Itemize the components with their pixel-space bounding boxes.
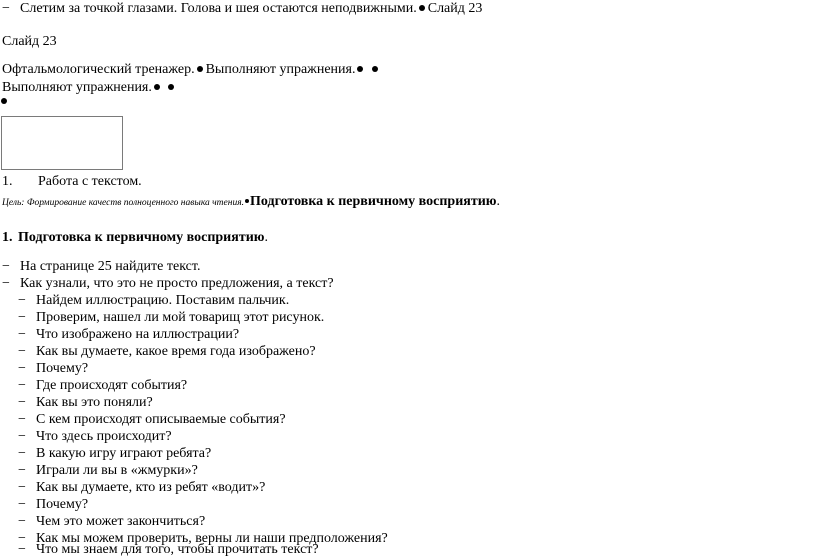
- header-text: Слетим за точкой глазами. Голова и шея остаются неподвижными.: [20, 1, 417, 16]
- list-item: − Как узнали, что это не просто предложения, а текст?: [2, 276, 334, 291]
- trainer-text: Офтальмологический тренажер.: [2, 62, 195, 77]
- bullet-icon: [197, 66, 203, 72]
- list-item: − На странице 25 найдите текст.: [2, 259, 201, 274]
- bullet-icon: [245, 199, 249, 203]
- header-line: [2, 0, 482, 17]
- section-end: .: [264, 230, 268, 245]
- section-heading: [2, 229, 268, 246]
- list-item: − Что здесь происходит?: [18, 429, 172, 444]
- bullet-icon: [372, 66, 378, 72]
- dash-marker: −: [2, 1, 10, 16]
- goal-end: .: [496, 194, 500, 209]
- list-item: − Почему?: [18, 361, 89, 376]
- item-number: 1.: [2, 174, 13, 189]
- list-item: − Что мы знаем для того, чтобы прочитать текст?: [18, 542, 319, 557]
- list-item: − Проверим, нашел ли мой товарищ этот рисунок.: [18, 310, 325, 325]
- trainer-middle: Выполняют упражнения.: [205, 62, 356, 77]
- list-item: − Как вы думаете, кто из ребят «водит»?: [18, 480, 266, 495]
- bullet-icon: [168, 84, 174, 90]
- list-item: − Найдем иллюстрацию. Поставим пальчик.: [18, 293, 290, 308]
- numbered-item-1: [2, 173, 142, 190]
- list-item: − Что изображено на иллюстрации?: [18, 327, 240, 342]
- item-text: Работа с текстом.: [38, 174, 142, 189]
- list-item: − Где происходят события?: [18, 378, 188, 393]
- section-title: Подготовка к первичному восприятию: [18, 230, 265, 245]
- section-number: 1.: [2, 230, 13, 245]
- list-item: − С кем происходят описываемые события?: [18, 412, 286, 427]
- list-item: − Как мы можем проверить, верны ли наши предположения?: [18, 531, 388, 546]
- list-item: − Как вы думаете, какое время года изображено?: [18, 344, 316, 359]
- list-item: − Чем это может закончиться?: [18, 514, 206, 529]
- bullet-icon: [419, 5, 425, 11]
- goal-italic: Цель: Формирование качеств полноценного навыка чтения.: [2, 198, 245, 208]
- exercise-text: Выполняют упражнения.: [2, 80, 152, 95]
- list-item: − Как вы это поняли?: [18, 395, 153, 410]
- trainer-line: [2, 61, 381, 78]
- bullet-icon: [154, 84, 160, 90]
- bullet-icon: [1, 98, 7, 104]
- list-item: − Играли ли вы в «жмурки»?: [18, 463, 198, 478]
- exercise-line: [2, 79, 177, 96]
- header-slide-label: Слайд 23: [427, 1, 483, 16]
- list-item: − Почему?: [18, 497, 89, 512]
- image-placeholder: [1, 116, 123, 170]
- goal-line: [2, 193, 500, 212]
- list-item: − В какую игру играют ребята?: [18, 446, 212, 461]
- goal-bold: Подготовка к первичному восприятию: [250, 194, 497, 209]
- bullet-icon: [357, 66, 363, 72]
- slide-label: Слайд 23: [2, 34, 57, 49]
